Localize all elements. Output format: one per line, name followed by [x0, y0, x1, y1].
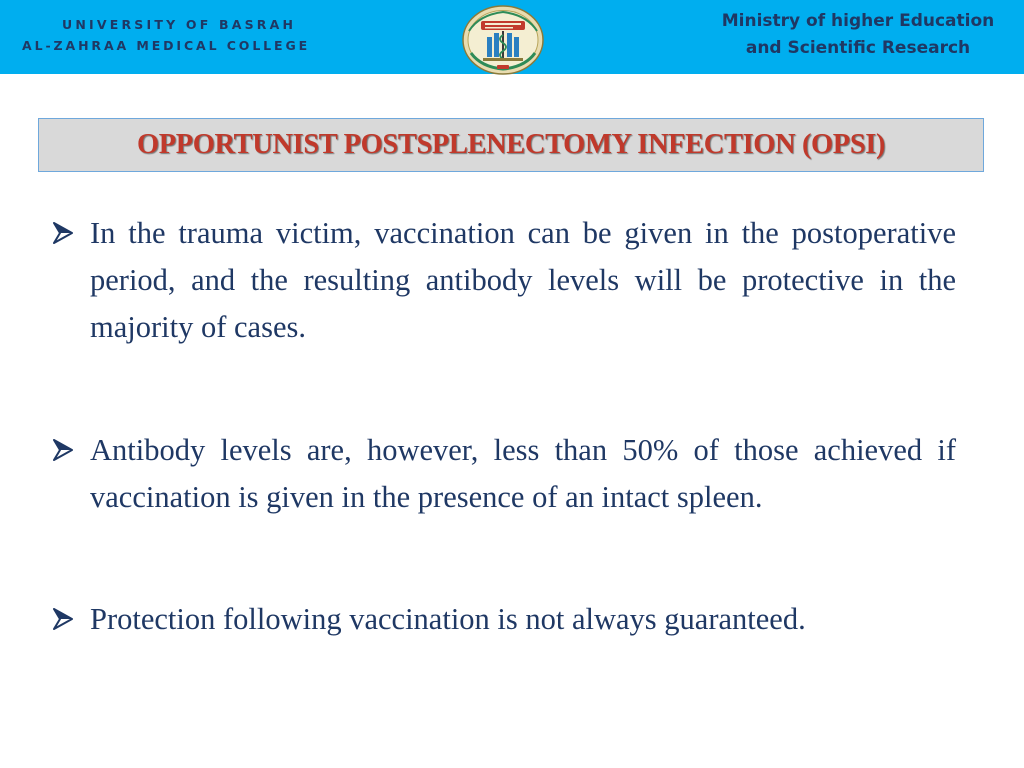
bullet-text: Protection following vaccination is not always guaranteed.	[90, 602, 806, 636]
ministry-line-2: and Scientific Research	[745, 38, 971, 58]
slide-title-box	[38, 118, 984, 172]
arrow-bullet-icon	[52, 596, 90, 643]
bullet-text: Antibody levels are, however, less than 50% of those achieved if vaccination is given in the presence of an intact spleen.	[90, 433, 956, 514]
university-line-1: UNIVERSITY OF BASRAH	[62, 17, 297, 32]
ministry-line-1: Ministry of higher Education	[721, 11, 995, 31]
arrow-bullet-icon	[52, 427, 90, 521]
ministry-name	[700, 8, 1016, 62]
college-seal-icon	[459, 3, 547, 75]
header-band	[0, 0, 1024, 74]
bullet-text: In the trauma victim, vaccination can be given in the postoperative period, and the resulting antibody levels will be protective in the majority of cases.	[90, 216, 956, 344]
bullet-item	[52, 596, 956, 643]
bullet-item	[52, 427, 956, 521]
bullet-item	[52, 210, 956, 351]
slide-title: OPPORTUNIST POSTSPLENECTOMY INFECTION (OPSI)	[136, 129, 886, 160]
arrow-bullet-icon	[52, 210, 90, 351]
university-name	[22, 14, 310, 56]
university-line-2: AL-ZAHRAA MEDICAL COLLEGE	[22, 38, 311, 53]
